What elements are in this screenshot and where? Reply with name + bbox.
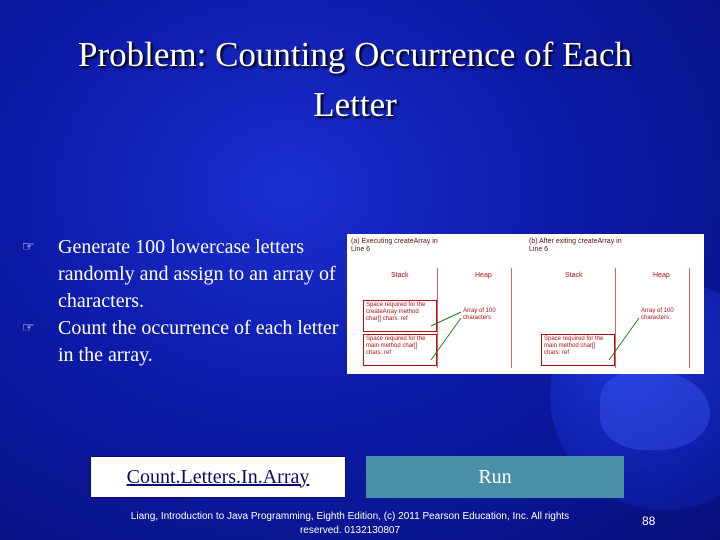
- reference-arrows: [529, 238, 701, 370]
- bullet-text: Generate 100 lowercase letters randomly and assign to an array of characters.: [58, 236, 336, 312]
- create-array-frame: Space required for the createArray method char[] chars: ref: [363, 300, 437, 332]
- page-number: 88: [642, 514, 656, 528]
- panel-caption: (b) After exiting createArray in Line 6: [529, 238, 622, 253]
- heap-label: Heap: [653, 272, 670, 279]
- heap-label: Heap: [475, 272, 492, 279]
- bullet-item: [22, 315, 342, 369]
- footer-citation: Liang, Introduction to Java Programming, Eighth Edition, (c) 2011 Pearson Education, Inc. All rights reserved. 0132130807: [130, 511, 570, 536]
- slide-title: Problem: Counting Occurrence of Each Letter: [78, 35, 632, 124]
- bullet-item: [22, 234, 342, 315]
- bullet-list: [22, 234, 342, 369]
- panel-after: [529, 238, 701, 370]
- stack-label: Stack: [391, 272, 409, 279]
- panel-executing: [351, 238, 523, 370]
- main-frame: Space required for the main method char[] chars: ref: [541, 334, 615, 366]
- bullet-text: Count the occurrence of each letter in the array.: [58, 317, 339, 366]
- main-frame: Space required for the main method char[] chars: ref: [363, 334, 437, 366]
- pointing-hand-icon: ☞: [22, 321, 35, 336]
- stack-label: Stack: [565, 272, 583, 279]
- reference-arrows: [351, 238, 523, 370]
- run-button[interactable]: Run: [366, 456, 624, 498]
- heap-array: Array of 100 characters: [463, 308, 496, 321]
- pointing-hand-icon: ☞: [22, 240, 35, 255]
- panel-caption: (a) Executing createArray in Line 6: [351, 238, 438, 253]
- memory-diagram: [347, 234, 704, 374]
- heap-array: Array of 100 characters: [641, 308, 674, 321]
- count-letters-button[interactable]: Count.Letters.In.Array: [90, 456, 346, 498]
